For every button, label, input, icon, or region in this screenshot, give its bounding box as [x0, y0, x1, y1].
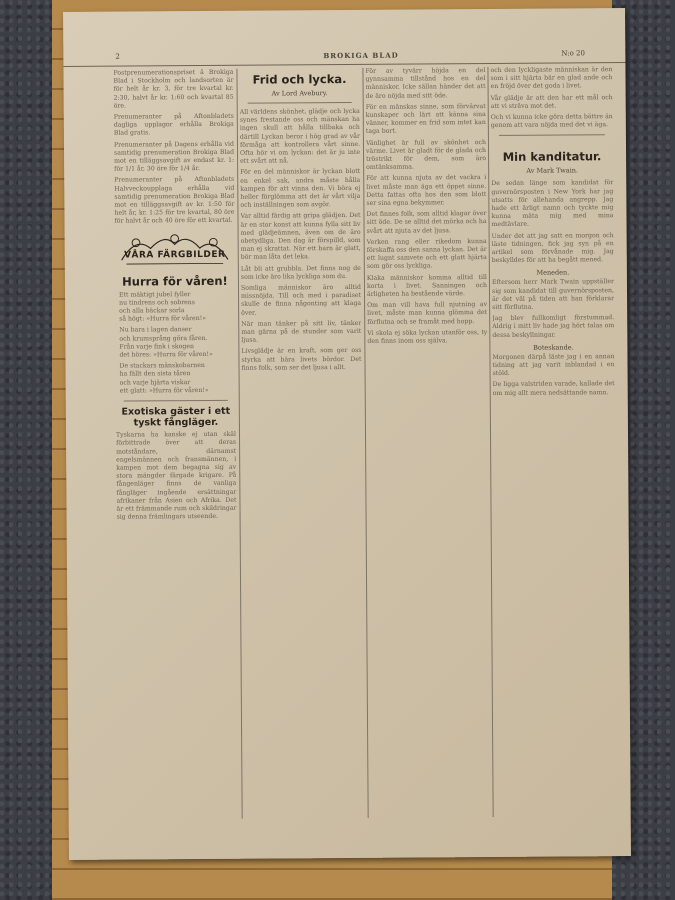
issue-number: N:o 20 — [561, 49, 585, 58]
column-2 — [239, 68, 364, 819]
paper-name: BROKIGA BLAD — [323, 50, 399, 61]
poem-line: nu tindrens och sobrens — [119, 298, 195, 307]
article-text: Tyskarna ha kanske ej utan skäl förbittrade över att deras motståndare, därnamst engelsmännen och fransmännen, i kampen mot dem begagna sig av stora mängder färgade krigare. På fångenläger finns de vanliga fångläger ingående ersättningar afrikaner från Asien och Afrika. Det är ett främmande rum och skildringar sig denna främlingars utseende. — [115, 430, 237, 521]
article-text: För en del människor är lyckan blott en enkel sak, andra måste hålla kampen för att vinna den. Vi böra ej heller förglömma att det är vårt vilja och inställningen som avgör. — [240, 168, 361, 209]
column-1 — [113, 69, 238, 820]
article-text: För att kunna njuta av det vackra i livet måste man äga ett öppet sinne. Detta fattas ofta hos den som blott ser sina egna bekymmer. — [366, 174, 487, 207]
poem — [119, 290, 236, 395]
separator — [499, 135, 605, 137]
subscription-text: Postprenumerationspriset å Brokiga Blad i Stockholm och landsorten är för helt år kr. 3, för tre kvartal kr. 2:30, halvt år kr. 1:60 och kvartal 85 öre. — [113, 68, 234, 110]
poem-line: ett glatt: »Hurra för våren!» — [119, 386, 209, 395]
separator — [248, 102, 352, 104]
article-text: Somliga människor äro alltid missnöjda. Till och med i paradiset skulle de finna någonting att klaga över. — [240, 283, 362, 317]
article-text: Det finnes folk, som alltid klagar över sitt öde. De se alltid det mörka och ha svårt att njuta av det ljusa. — [366, 210, 487, 235]
headline-min-kanditatur: Min kanditatur. — [502, 149, 602, 165]
section-subheading: Meneden. — [536, 268, 570, 278]
poem-line: Från varje fink i skogen — [119, 342, 195, 351]
article-text: Verken rang eller rikedom kunna förskaffa oss den sanna lyckan. Det är ett lugnt samvete och ett glatt hjärta som gör oss lyckliga. — [366, 237, 487, 271]
headline-exotiska: Exotiska gäster i ett tyskt fångläger. — [121, 405, 231, 429]
poem-line: De stackars mänskobarnen — [119, 362, 205, 370]
article-text: Vänlighet är full av skönhet och värme. Livet är gladt för de glada och tröstrikt för dem, som äro omtänksamma. — [365, 138, 487, 172]
article-text: Låt bli att grubbla. Det finns nog de som icke äro lika lyckliga som du. — [240, 264, 361, 281]
headline-hurra: Hurra för våren! — [122, 273, 228, 289]
subscription-text: Prenumeranter på Aftonbladets Halvveckoupplaga erhålla vid samtidig prenumeration Brokiga Blad mot en tilläggsavgift av kr. 1:50 för helt år, kr. 1:25 för tre kvartal, 80 öre för halvt år och 40 öre för ett kvartal. — [114, 176, 235, 226]
byline: Av Lord Avebury. — [271, 89, 328, 98]
section-subheading: Boteskande. — [533, 343, 574, 352]
poem-line: Nu bara i lagen danser — [119, 326, 192, 335]
article-text: För av tyvärr höjda en del gynnsamma tillstånd hos en del människor. Icke sällan händer det att de äro nöjda med sitt öde. — [365, 67, 486, 100]
poem-line: och varje hjärta viskar — [119, 378, 191, 387]
column-3 — [365, 67, 490, 818]
poem-line: och krumsprång göra fåren. — [119, 334, 208, 343]
poem-line: ha fällt den sista tåren — [119, 370, 191, 379]
article-text: För en mänskas sinne, som förvärvat kunskaper och lärt att känna sina vänner, kommer en frid som intet kan taga bort. — [365, 102, 486, 136]
poem-line: Ett mäktigt jubel fyller — [118, 290, 191, 299]
headline-frid-och-lycka: Frid och lycka. — [252, 71, 347, 87]
poem-line: det höres: »Hurra för våren!» — [119, 351, 213, 359]
newspaper-page — [63, 8, 631, 860]
article-text: Vi skola ej söka lyckan utanför oss, ty den finns inom oss själva. — [367, 328, 488, 345]
column-4 — [490, 66, 617, 817]
poem-line: så högt: »Hurra för våren!» — [119, 315, 206, 323]
article-text: De sedan länge som kandidat för guvernörsposten i New York har jag utsatts för allehanda angrepp. Jag hade ett ärligt namn och tyckte mig kunna mäta mig med mina medtävlare. — [491, 179, 614, 229]
article-text: Vår glädje är att den har ett mål och att vi sträva mot det. — [490, 93, 613, 110]
article-text: Livsglädje är en kraft, som ger oss styrka att bära livets bördor. Det finns folk, som ser det ljusa i allt. — [241, 347, 362, 372]
subscription-text: Prenumeranter på Aftonbladets dagliga upplagor erhålla Brokiga Blad gratis. — [113, 112, 234, 138]
article-text: Morgonen därpå läste jag i en annan tidning att jag varit inblandad i en stöld. — [492, 353, 615, 378]
poem-line: och alla bäckar sorla — [119, 307, 185, 315]
article-text: När man tänker på sitt liv, tänker man gärna på de stunder som varit ljusa. — [241, 319, 362, 345]
article-text: Klaka människor komma alltid till korta i livet. Sanningen och ärligheten ha bestående värde. — [366, 273, 487, 298]
article-text: All världens skönhet, glädje och lycka synes frestande oss och mänskan ha ingen skull att hålla tillbaka och därtill Lyckan beror i hög grad av vår förmåga att kontrollera vårt sinne. Ofta hör vi om lyckan: det är ju inte ett svårt att nå. — [239, 107, 361, 165]
subscription-text: Prenumeranter på Dagens erhålla vid samtidig prenumeration Brokiga Blad mot en tilläggsavgift av endast kr. 1: för 1/1 år, 30 öre för 1/4 år. — [113, 140, 235, 173]
page-number: 2 — [115, 52, 120, 61]
article-text: Om man vill hava full njutning av livet, måste man kunna glömma det förflutna och se framåt med hopp. — [367, 301, 488, 326]
article-text: och den lyckligaste människan är den som i sitt hjärta bär en glad ande och en fröjd över det goda i livet. — [490, 66, 613, 91]
page-header — [63, 46, 625, 67]
vignette-title: VÅRA FÄRGBILDER — [124, 249, 226, 261]
article-text: Under det att jag satt en morgon och läste tidningen, fick jag syn på en artikel som förvånade mig. Jag beskylldes för att ha begått mened. — [491, 231, 614, 265]
article-text: Eftersom herr Mark Twain uppställer sig som kandidat till guvernörsposten, är det väl på tiden att han förklarar sitt förflutna. — [491, 278, 615, 312]
byline: Av Mark Twain. — [526, 166, 579, 176]
article-text: Och vi kunna icke göra detta bättre än genom att vara nöjda med det vi äga. — [490, 113, 613, 130]
color-pictures-vignette — [117, 229, 233, 270]
article-text: Jag blev fullkomligt förstummad. Aldrig i mitt liv hade jag hört talas om dessa beskyllningar. — [492, 314, 615, 339]
separator — [124, 400, 228, 402]
article-text: De ligga valstriden varade, kallade det om mig allt mera nedsättande namn. — [492, 380, 615, 397]
article-text: Var alltid färdig att gripa glädjen. Det är en stor konst att kunna fylla sitt liv med glädjeämnen, även om de äro obetydliga. Den dag är förspilld, som man ej skrattat. När ett barn är glatt, bör man låta det leka. — [240, 212, 361, 262]
